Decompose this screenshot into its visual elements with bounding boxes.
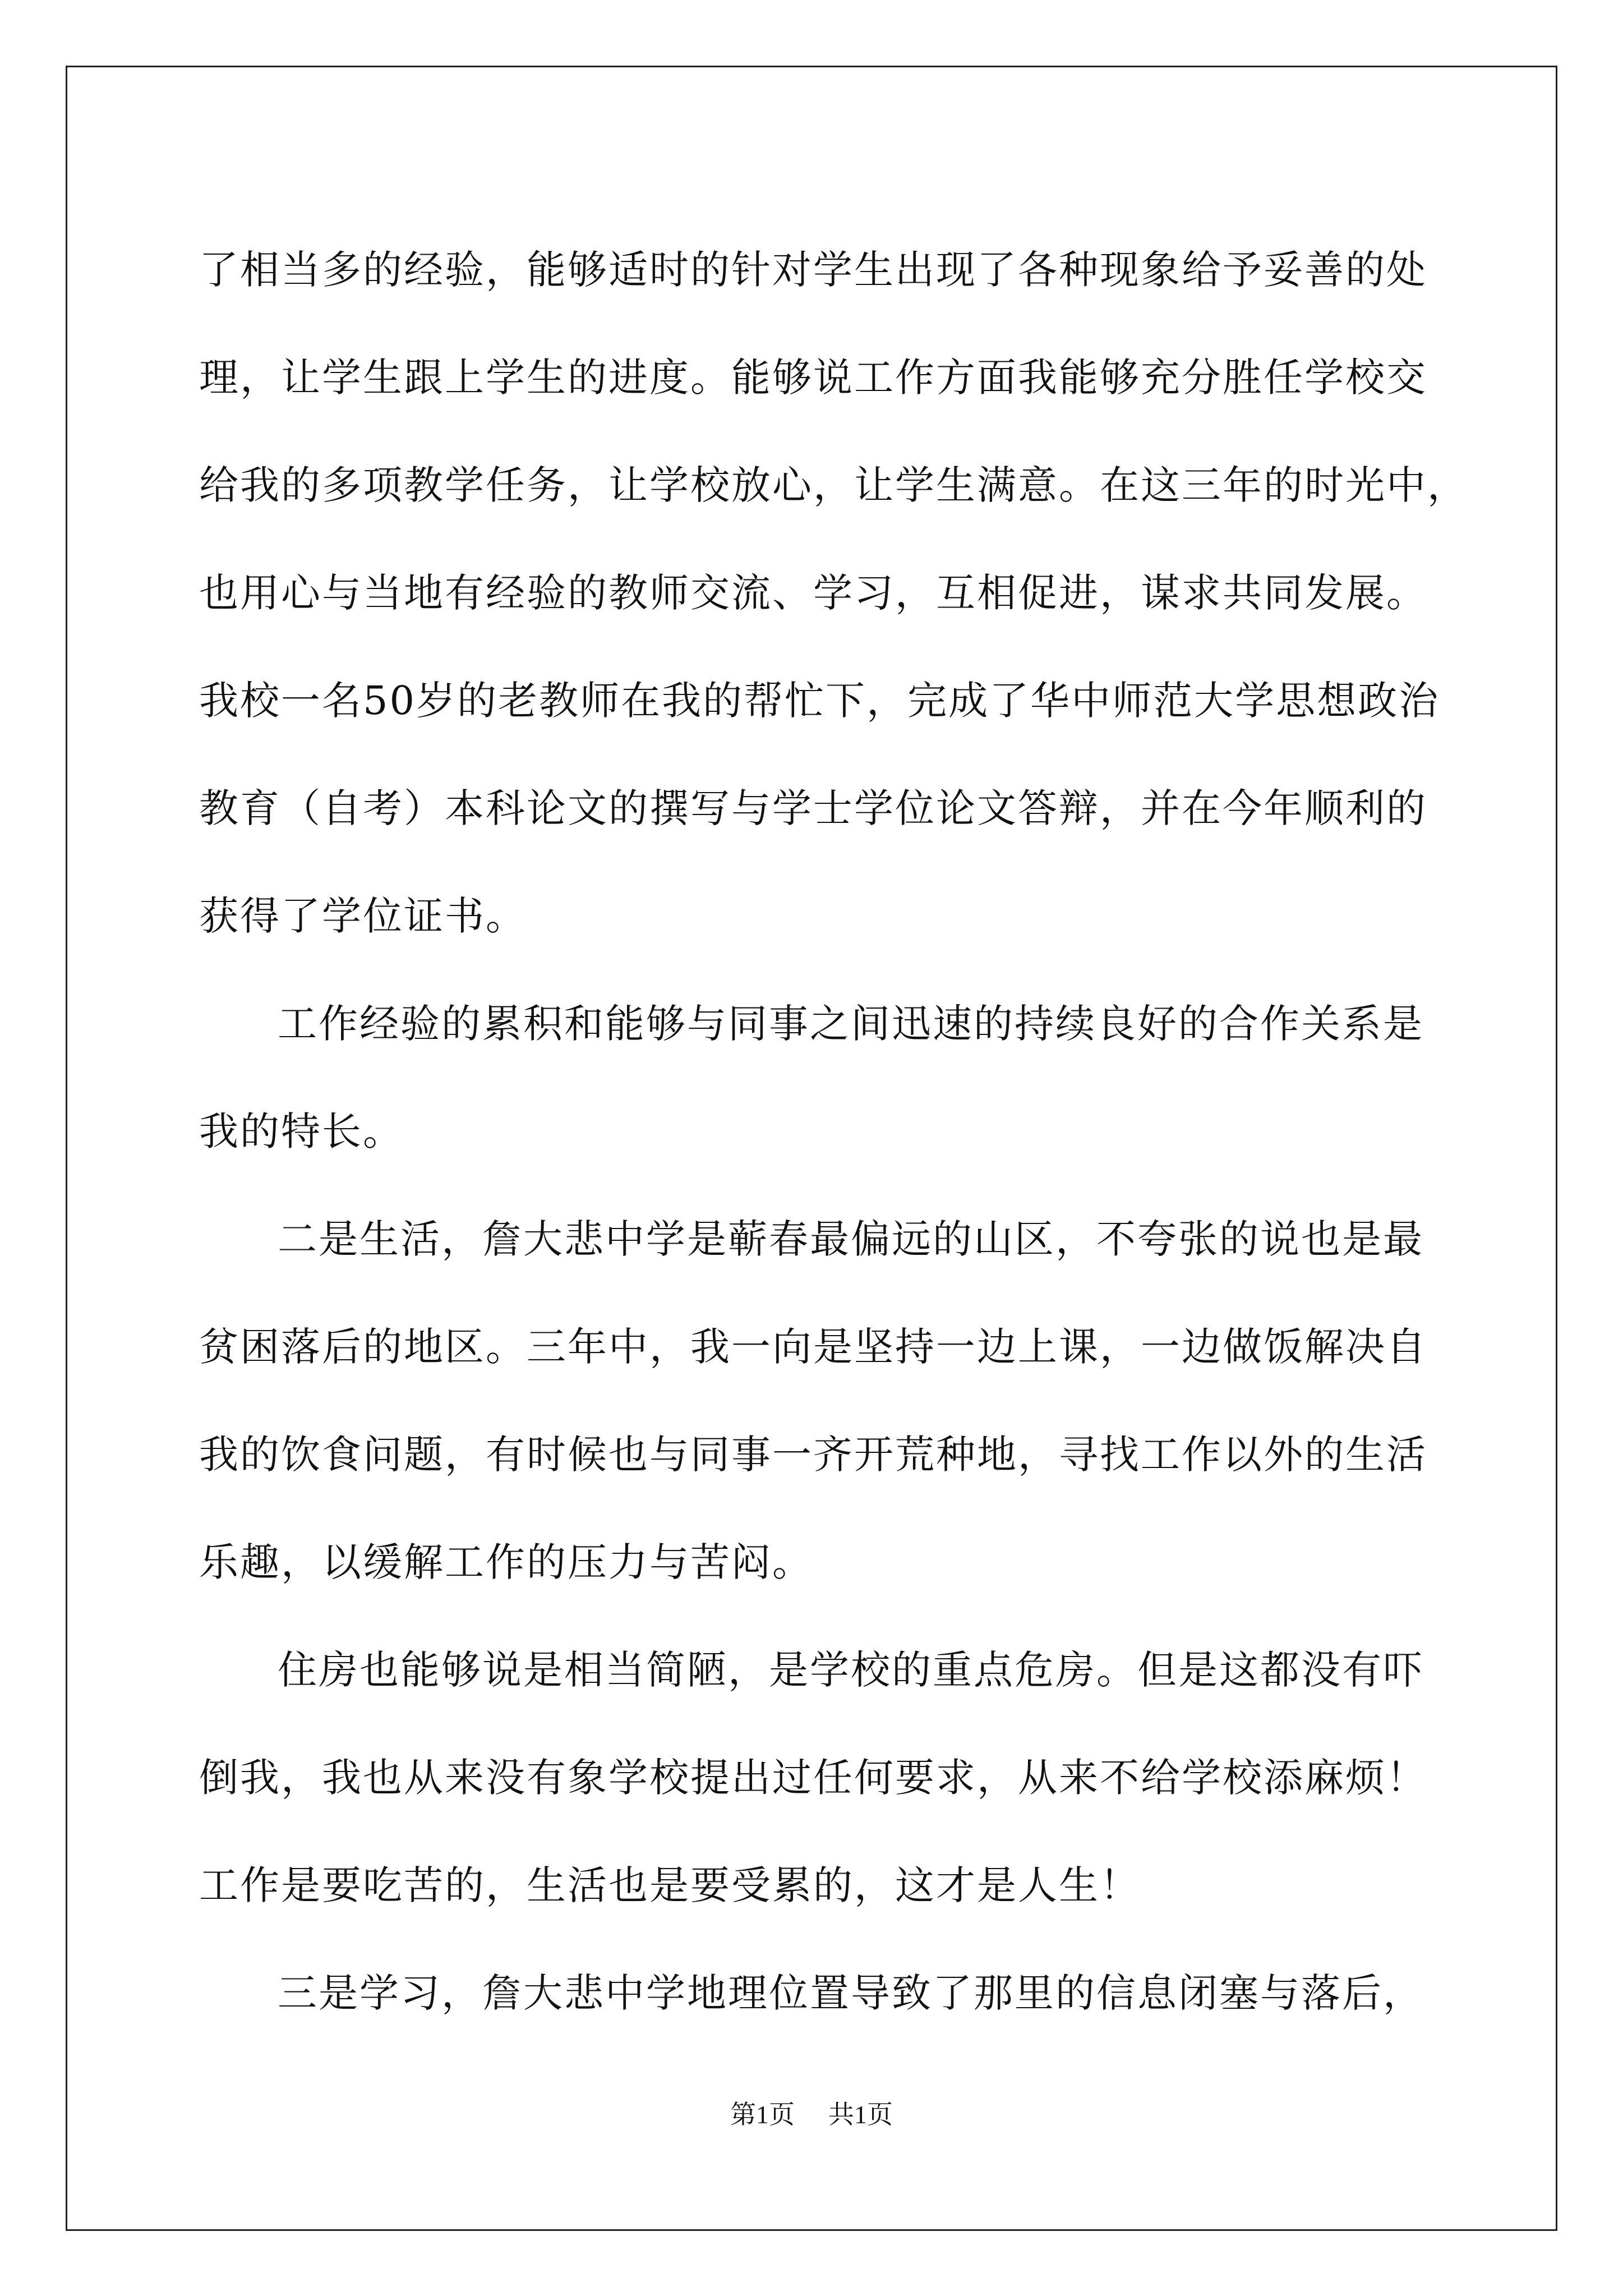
page-footer: [0, 2098, 1623, 2132]
text-line-12: 我的饮食问题，有时候也与同事一齐开荒种地，寻找工作以外的生活: [199, 1432, 1427, 1478]
text-line-1: 了相当多的经验，能够适时的针对学生出现了各种现象给予妥善的处: [199, 247, 1427, 293]
text-line-3: 给我的多项教学任务，让学校放心，让学生满意。在这三年的时光中，: [199, 462, 1468, 508]
text-line-13: 乐趣，以缓解工作的压力与苦闷。: [199, 1539, 813, 1585]
text-line-8: 工作经验的累积和能够与同事之间迅速的持续良好的合作关系是: [278, 1001, 1424, 1047]
text-line-17: 三是学习，詹大悲中学地理位置导致了那里的信息闭塞与落后，: [278, 1970, 1424, 2016]
text-line-11: 贫困落后的地区。三年中，我一向是坚持一边上课，一边做饭解决自: [199, 1324, 1427, 1370]
text-line-14: 住房也能够说是相当简陋，是学校的重点危房。但是这都没有吓: [278, 1647, 1424, 1693]
document-body: [199, 216, 1468, 2047]
text-line-10: 二是生活，詹大悲中学是蕲春最偏远的山区，不夸张的说也是最: [278, 1216, 1424, 1262]
text-line-4: 也用心与当地有经验的教师交流、学习，互相促进，谋求共同发展。: [199, 570, 1427, 616]
page-number-current: 第1页: [730, 2100, 795, 2129]
text-line-5: 我校一名50岁的老教师在我的帮忙下，完成了华中师范大学思想政治: [199, 678, 1440, 724]
text-line-2: 理，让学生跟上学生的进度。能够说工作方面我能够充分胜任学校交: [199, 355, 1427, 401]
text-line-6: 教育（自考）本科论文的撰写与学士学位论文答辩，并在今年顺利的: [199, 785, 1427, 831]
page-number-total: 共1页: [828, 2100, 893, 2129]
text-line-9: 我的特长。: [199, 1108, 404, 1154]
text-line-7: 获得了学位证书。: [199, 893, 527, 939]
text-line-16: 工作是要吃苦的，生活也是要受累的，这才是人生！: [199, 1862, 1141, 1908]
text-line-15: 倒我，我也从来没有象学校提出过任何要求，从来不给学校添麻烦！: [199, 1755, 1427, 1801]
